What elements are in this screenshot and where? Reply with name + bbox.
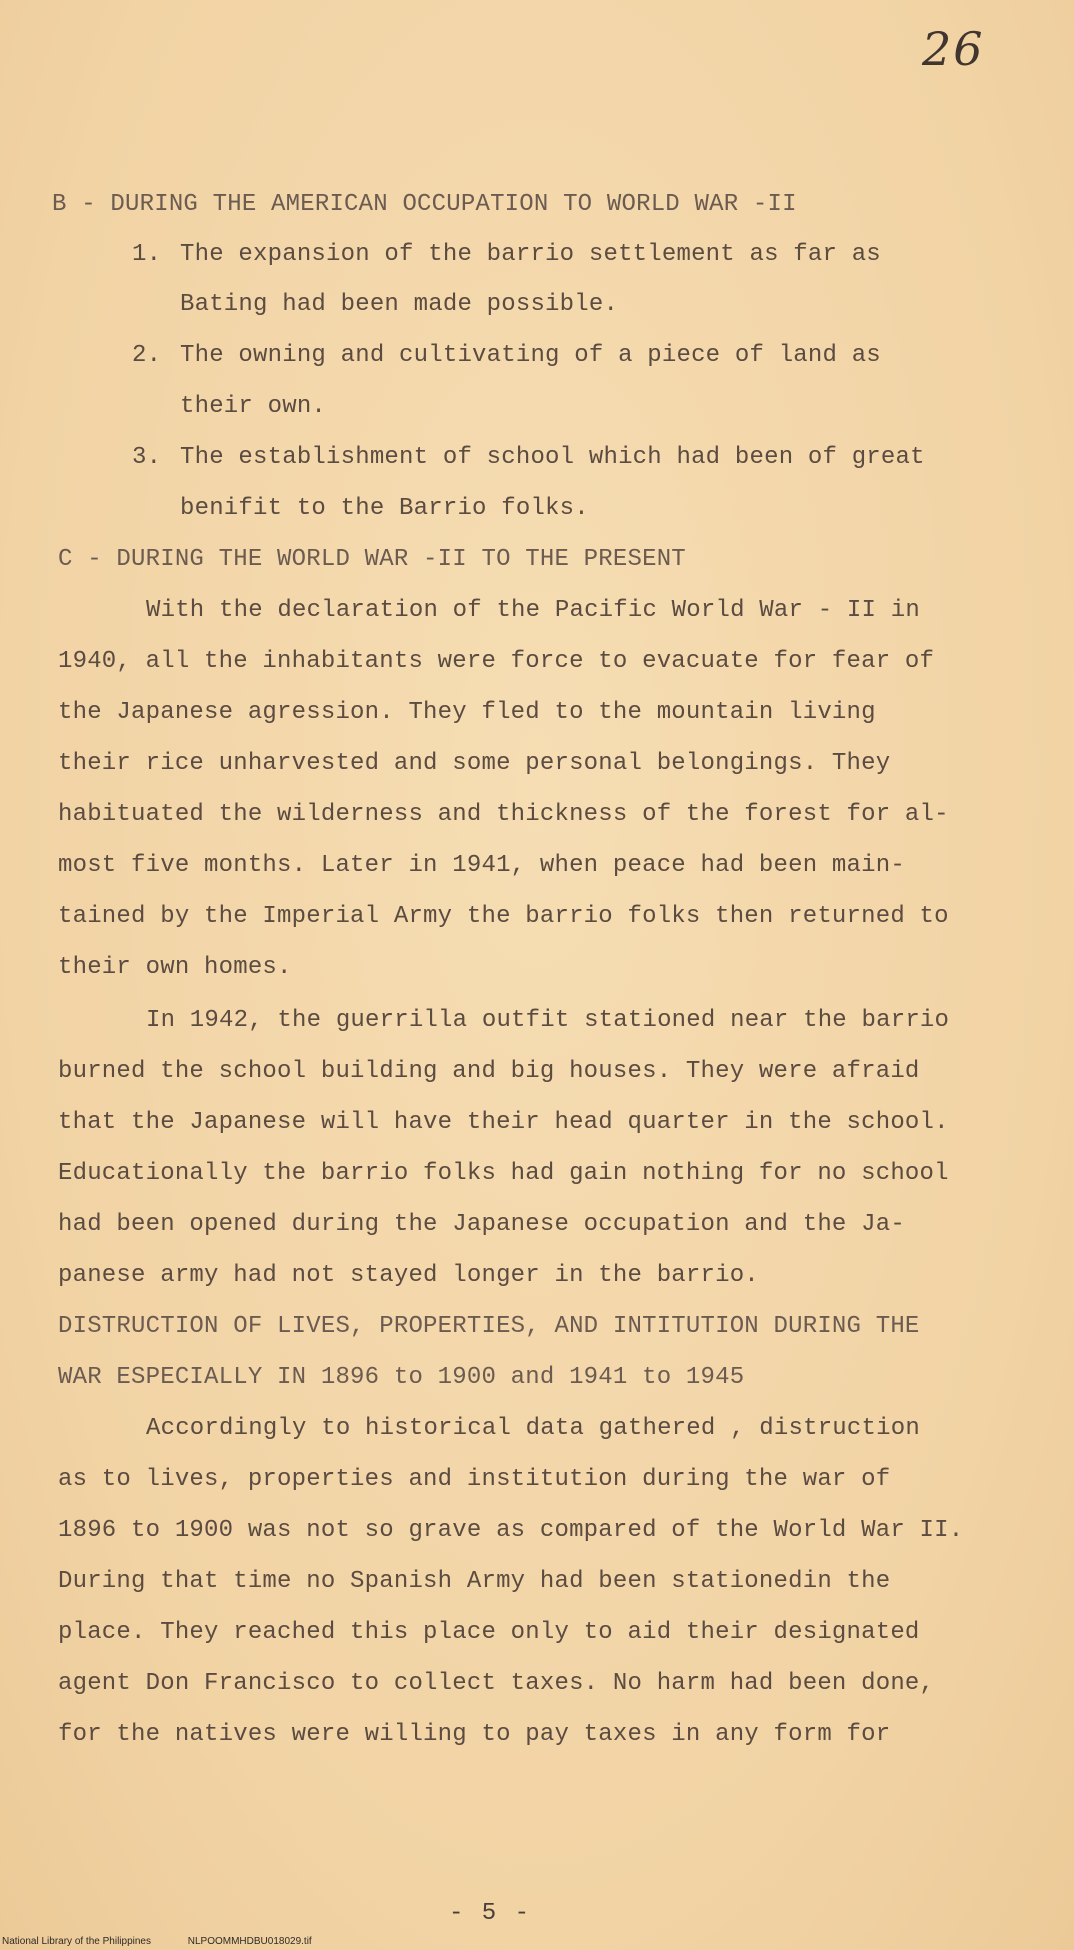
section-heading-c: C - DURING THE WORLD WAR -II TO THE PRESENT <box>58 546 686 573</box>
paragraph-line: With the declaration of the Pacific World War - II in <box>146 597 920 624</box>
paragraph-line: 1940, all the inhabitants were force to evacuate for fear of <box>58 648 935 675</box>
paragraph-line: for the natives were willing to pay taxes in any form for <box>58 1721 891 1748</box>
handwritten-page-number: 26 <box>922 22 985 76</box>
paragraph-line: Educationally the barrio folks had gain nothing for no school <box>58 1160 949 1187</box>
paragraph-line: tained by the Imperial Army the barrio folks then returned to <box>58 903 949 930</box>
catalog-caption <box>2 1936 346 1947</box>
list-item-number: 3. <box>132 444 162 471</box>
institution-name: National Library of the Philippines <box>2 1936 151 1947</box>
paragraph-line: During that time no Spanish Army had been stationedin the <box>58 1568 891 1595</box>
paragraph-line: their own homes. <box>58 954 292 981</box>
paragraph-line: Accordingly to historical data gathered , distruction <box>146 1415 920 1442</box>
image-file-name: NLPOOMMHDBU018029.tif <box>187 1936 312 1947</box>
paragraph-line: 1896 to 1900 was not so grave as compared of the World War II. <box>58 1517 964 1544</box>
list-item-line: The owning and cultivating of a piece of land as <box>180 342 881 369</box>
paragraph-line: In 1942, the guerrilla outfit stationed near the barrio <box>146 1007 950 1034</box>
paragraph-line: burned the school building and big houses. They were afraid <box>58 1058 920 1085</box>
paragraph-line: had been opened during the Japanese occupation and the Ja- <box>58 1211 905 1238</box>
paragraph-line: the Japanese agression. They fled to the mountain living <box>58 699 876 726</box>
paragraph-line: most five months. Later in 1941, when peace had been main- <box>58 852 905 879</box>
section-heading-b: B - DURING THE AMERICAN OCCUPATION TO WORLD WAR -II <box>52 191 797 218</box>
section-heading-destruction: WAR ESPECIALLY IN 1896 to 1900 and 1941 to 1945 <box>58 1364 745 1391</box>
list-item-line: their own. <box>180 393 327 420</box>
list-item-number: 2. <box>132 342 162 369</box>
paragraph-line: their rice unharvested and some personal belongings. They <box>58 750 891 777</box>
section-heading-destruction: DISTRUCTION OF LIVES, PROPERTIES, AND INTITUTION DURING THE <box>58 1313 920 1340</box>
list-item-line: The establishment of school which had been of great <box>180 444 925 471</box>
list-item-number: 1. <box>132 241 162 268</box>
page-number: - 5 - <box>449 1900 532 1927</box>
paragraph-line: as to lives, properties and institution during the war of <box>58 1466 891 1493</box>
list-item-line: The expansion of the barrio settlement as far as <box>180 241 881 268</box>
paragraph-line: place. They reached this place only to aid their designated <box>58 1619 920 1646</box>
paragraph-line: panese army had not stayed longer in the barrio. <box>58 1262 759 1289</box>
paragraph-line: that the Japanese will have their head quarter in the school. <box>58 1109 949 1136</box>
list-item-line: benifit to the Barrio folks. <box>180 495 589 522</box>
list-item-line: Bating had been made possible. <box>180 291 619 318</box>
paragraph-line: habituated the wilderness and thickness of the forest for al- <box>58 801 949 828</box>
paragraph-line: agent Don Francisco to collect taxes. No harm had been done, <box>58 1670 935 1697</box>
